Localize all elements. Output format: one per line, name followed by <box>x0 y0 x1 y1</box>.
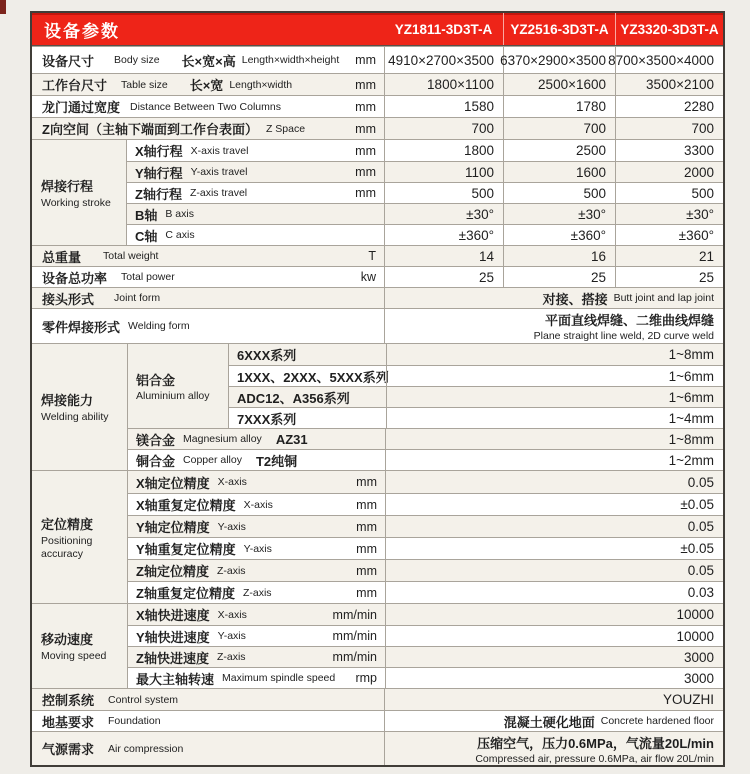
c-axis-value-3: ±360° <box>615 225 723 245</box>
total-power-value-1: 25 <box>384 267 503 287</box>
z-space-value-3: 700 <box>615 118 723 139</box>
y-travel-value-2: 1600 <box>503 162 615 182</box>
table-size-label-en: Table size <box>121 78 168 91</box>
magnesium-label-zh: 镁合金 <box>136 432 176 448</box>
body-size-value-2: 6370×2900×3500 <box>503 47 615 73</box>
table-header <box>32 13 723 46</box>
welding-form-value-en: Plane straight line weld, 2D curve weld <box>533 330 714 342</box>
aluminium-label-zh: 铝合金 <box>136 372 176 388</box>
max-spindle-unit: rmp <box>355 671 377 685</box>
moving-speed-label-en: Moving speed <box>41 650 107 663</box>
y-repeat-label-en: Y-axis <box>243 542 272 555</box>
y-travel-label-en: Y-axis travel <box>190 166 248 178</box>
row-z-positioning <box>128 559 723 581</box>
body-size-label-cell <box>32 47 384 73</box>
c-axis-label-cell <box>127 225 384 245</box>
row-body-size <box>32 46 723 73</box>
y-rapid-value: 10000 <box>385 626 723 646</box>
x-rapid-label-cell <box>128 604 385 625</box>
z-space-label-cell <box>32 118 384 139</box>
joint-form-value-zh: 对接、搭接 <box>542 291 608 307</box>
control-system-label-cell <box>32 689 384 710</box>
table-size-unit: mm <box>355 77 376 92</box>
moving-speed-rows <box>127 604 723 688</box>
section-working-stroke <box>32 139 723 245</box>
joint-form-value-cell <box>384 288 723 308</box>
positioning-label-en: Positioning accuracy <box>41 535 93 560</box>
z-rapid-label-zh: Z轴快进速度 <box>136 650 209 666</box>
section-moving-speed <box>32 603 723 688</box>
z-positioning-value: 0.05 <box>385 560 723 581</box>
x-repeat-unit: mm <box>356 497 377 512</box>
max-spindle-value: 3000 <box>385 668 723 688</box>
x-rapid-label-zh: X轴快进速度 <box>136 608 210 623</box>
y-repeat-label-zh: Y轴重复定位精度 <box>136 542 236 557</box>
corner-artifact <box>0 0 6 14</box>
series-adc12-label-cell <box>229 387 386 407</box>
control-system-value: YOUZHI <box>384 689 723 710</box>
foundation-value-en: Concrete hardened floor <box>600 715 714 727</box>
x-repeat-label-cell <box>128 494 385 515</box>
magnesium-label-cell <box>128 429 385 449</box>
series-6xxx-label: 6XXX系列 <box>237 348 297 363</box>
row-y-repeat-positioning <box>128 537 723 559</box>
joint-form-value-en: Butt joint and lap joint <box>613 292 714 304</box>
b-axis-value-2: ±30° <box>503 204 615 224</box>
x-repeat-label-zh: X轴重复定位精度 <box>136 498 236 513</box>
working-stroke-rows <box>126 140 723 245</box>
y-travel-label-zh: Y轴行程 <box>135 165 183 181</box>
x-travel-label-zh: X轴行程 <box>135 144 183 159</box>
welding-form-label-en: Welding form <box>128 320 190 332</box>
x-rapid-label-en: X-axis <box>217 608 247 621</box>
total-power-value-2: 25 <box>503 267 615 287</box>
z-travel-label-zh: Z轴行程 <box>135 186 182 202</box>
aluminium-label-en: Aluminium alloy <box>136 389 210 402</box>
welding-form-label-zh: 零件焊接形式 <box>42 319 121 335</box>
air-label-cell <box>32 732 384 765</box>
total-weight-label-zh: 总重量 <box>42 249 82 265</box>
gantry-width-value-3: 2280 <box>615 96 723 117</box>
body-size-unit: mm <box>355 53 376 67</box>
total-weight-unit: T <box>368 249 376 263</box>
series-7xxx-label-cell <box>229 408 386 428</box>
body-size-dim-en: Length×width×height <box>241 54 340 66</box>
y-positioning-unit: mm <box>356 519 377 534</box>
x-repeat-value: ±0.05 <box>385 494 723 515</box>
y-rapid-label-zh: Y轴快进速度 <box>136 629 210 645</box>
row-total-weight <box>32 245 723 266</box>
copper-label-zh: 铜合金 <box>136 453 176 469</box>
copper-label-en: Copper alloy <box>183 454 242 466</box>
welding-form-value-zh: 平面直线焊缝、二维曲线焊缝 <box>544 313 714 328</box>
row-gantry-width <box>32 95 723 117</box>
z-positioning-label-cell <box>128 560 385 581</box>
row-y-positioning <box>128 515 723 537</box>
row-foundation <box>32 710 723 731</box>
c-axis-label-zh: C轴 <box>135 228 158 244</box>
body-size-value-3: 8700×3500×4000 <box>615 47 723 73</box>
y-positioning-label-en: Y-axis <box>217 520 246 533</box>
body-size-value-1: 4910×2700×3500 <box>384 47 503 73</box>
table-size-value-1: 1800×1100 <box>384 74 503 95</box>
z-space-label-en: Z Space <box>265 122 306 135</box>
y-positioning-label-zh: Y轴定位精度 <box>136 520 210 535</box>
table-size-dim-en: Length×width <box>229 78 293 91</box>
foundation-label-cell <box>32 711 384 731</box>
series-7xxx-value: 1~4mm <box>386 408 723 428</box>
positioning-rows <box>127 471 723 603</box>
z-positioning-label-en: Z-axis <box>216 564 246 577</box>
control-system-label-zh: 控制系统 <box>42 693 95 708</box>
joint-form-label-cell <box>32 288 384 308</box>
aluminium-series-rows <box>228 344 723 428</box>
x-positioning-label-en: X-axis <box>217 476 247 488</box>
z-travel-value-2: 500 <box>503 183 615 203</box>
b-axis-label-cell <box>127 204 384 224</box>
y-repeat-value: ±0.05 <box>385 538 723 559</box>
gantry-width-unit: mm <box>355 99 376 114</box>
y-travel-unit: mm <box>355 165 376 179</box>
working-stroke-label-zh: 焊接行程 <box>41 178 94 194</box>
section-welding-ability <box>32 343 723 470</box>
total-weight-value-3: 21 <box>615 246 723 266</box>
aluminium-alloy-cell <box>128 344 228 428</box>
row-z-repeat-positioning <box>128 581 723 603</box>
air-value-cell <box>384 732 723 765</box>
copper-value: 1~2mm <box>385 450 723 470</box>
row-y-rapid-speed <box>128 625 723 646</box>
b-axis-value-3: ±30° <box>615 204 723 224</box>
z-travel-label-cell <box>127 183 384 203</box>
y-travel-value-3: 2000 <box>615 162 723 182</box>
total-power-unit: kw <box>360 270 376 284</box>
foundation-label-en: Foundation <box>108 715 161 727</box>
y-positioning-label-cell <box>128 516 385 537</box>
z-rapid-value: 3000 <box>385 647 723 667</box>
x-positioning-label-cell <box>128 471 385 493</box>
gantry-width-value-1: 1580 <box>384 96 503 117</box>
z-travel-label-en: Z-axis travel <box>189 187 248 199</box>
positioning-label-zh: 定位精度 <box>41 517 94 533</box>
series-6xxx-label-cell <box>229 344 386 365</box>
joint-form-label-en: Joint form <box>114 292 161 304</box>
row-y-travel <box>127 161 723 182</box>
x-rapid-unit: mm/min <box>332 607 377 622</box>
total-power-label-en: Total power <box>121 271 175 283</box>
table-size-dim-zh: 长×宽 <box>189 78 224 93</box>
z-travel-unit: mm <box>355 186 376 200</box>
row-air-compression <box>32 731 723 765</box>
row-x-positioning <box>128 471 723 493</box>
total-power-label-zh: 设备总功率 <box>42 270 108 286</box>
body-size-label-en: Body size <box>114 54 160 66</box>
total-weight-label-en: Total weight <box>103 250 159 262</box>
total-weight-label-cell <box>32 246 384 266</box>
joint-form-label-zh: 接头形式 <box>42 291 95 307</box>
y-rapid-unit: mm/min <box>332 629 377 643</box>
air-label-zh: 气源需求 <box>42 742 95 757</box>
z-space-unit: mm <box>355 121 376 136</box>
gantry-width-label-zh: 龙门通过宽度 <box>42 100 121 115</box>
c-axis-value-2: ±360° <box>503 225 615 245</box>
magnesium-value: 1~8mm <box>385 429 723 449</box>
copper-grade: T2纯铜 <box>255 453 298 469</box>
z-repeat-label-en: Z-axis <box>242 586 272 599</box>
b-axis-label-en: B axis <box>165 208 194 220</box>
x-positioning-value: 0.05 <box>385 471 723 493</box>
y-positioning-value: 0.05 <box>385 516 723 537</box>
air-value-en: Compressed air, pressure 0.6MPa, air flow 20L/min <box>475 752 714 765</box>
moving-speed-label-zh: 移动速度 <box>41 632 94 648</box>
positioning-group-cell <box>32 471 127 603</box>
row-copper <box>128 449 723 470</box>
working-stroke-label-en: Working stroke <box>41 196 111 209</box>
foundation-value-zh: 混凝土硬化地面 <box>503 714 595 730</box>
table-size-value-3: 3500×2100 <box>615 74 723 95</box>
z-travel-value-1: 500 <box>384 183 503 203</box>
air-label-en: Air compression <box>108 742 184 755</box>
model-header-yz3320: YZ3320-3D3T-A <box>615 13 723 45</box>
c-axis-label-en: C axis <box>165 229 195 241</box>
row-z-space <box>32 117 723 139</box>
series-1xxx-value: 1~6mm <box>386 366 723 386</box>
body-size-label-zh: 设备尺寸 <box>42 53 95 69</box>
model-header-yz1811: YZ1811-3D3T-A <box>394 21 493 37</box>
row-magnesium <box>128 428 723 449</box>
row-welding-form <box>32 308 723 343</box>
table-size-label-cell <box>32 74 384 95</box>
series-adc12-label: ADC12、A356系列 <box>237 390 350 406</box>
row-z-travel <box>127 182 723 203</box>
z-rapid-label-cell <box>128 647 385 667</box>
x-rapid-value: 10000 <box>385 604 723 625</box>
table-size-value-2: 2500×1600 <box>503 74 615 95</box>
welding-ability-label-en: Welding ability <box>41 411 109 424</box>
max-spindle-label-zh: 最大主轴转速 <box>136 671 215 687</box>
z-travel-value-3: 500 <box>615 183 723 203</box>
welding-form-label-cell <box>32 309 384 343</box>
welding-form-value-cell <box>384 309 723 343</box>
total-power-label-cell <box>32 267 384 287</box>
series-6xxx-value: 1~8mm <box>386 344 723 365</box>
moving-speed-group-cell <box>32 604 127 688</box>
row-series-6xxx <box>229 344 723 365</box>
x-positioning-label-zh: X轴定位精度 <box>136 475 210 491</box>
b-axis-value-1: ±30° <box>384 204 503 224</box>
welding-ability-rows <box>127 344 723 470</box>
spec-table <box>30 11 725 767</box>
row-x-rapid-speed <box>128 604 723 625</box>
max-spindle-label-en: Maximum spindle speed <box>222 672 336 684</box>
z-positioning-unit: mm <box>356 563 377 578</box>
total-weight-value-1: 14 <box>384 246 503 266</box>
y-repeat-unit: mm <box>356 541 377 556</box>
row-control-system <box>32 688 723 710</box>
welding-ability-label-zh: 焊接能力 <box>41 393 94 409</box>
row-series-adc12 <box>229 386 723 407</box>
y-travel-label-cell <box>127 162 384 182</box>
x-travel-value-3: 3300 <box>615 140 723 161</box>
row-table-size <box>32 73 723 95</box>
z-rapid-label-en: Z-axis <box>216 651 246 663</box>
row-total-power <box>32 266 723 287</box>
control-system-label-en: Control system <box>108 693 179 706</box>
row-c-axis <box>127 224 723 245</box>
copper-label-cell <box>128 450 385 470</box>
max-spindle-label-cell <box>128 668 385 688</box>
series-1xxx-label-cell <box>229 366 389 386</box>
z-repeat-label-zh: Z轴重复定位精度 <box>136 586 235 601</box>
x-travel-label-cell <box>127 140 384 161</box>
aluminium-alloy-block <box>128 344 723 428</box>
air-value-zh: 压缩空气，压力0.6MPa，气流量20L/min <box>477 735 714 751</box>
x-travel-value-1: 1800 <box>384 140 503 161</box>
section-positioning-accuracy <box>32 470 723 603</box>
z-repeat-label-cell <box>128 582 385 603</box>
z-repeat-value: 0.03 <box>385 582 723 603</box>
gantry-width-label-cell <box>32 96 384 117</box>
body-size-dim-zh: 长×宽×高 <box>181 53 236 69</box>
total-weight-value-2: 16 <box>503 246 615 266</box>
y-rapid-label-cell <box>128 626 385 646</box>
foundation-value-cell <box>384 711 723 731</box>
x-travel-label-en: X-axis travel <box>190 144 249 157</box>
x-travel-unit: mm <box>355 143 376 158</box>
table-size-label-zh: 工作台尺寸 <box>42 78 108 93</box>
x-positioning-unit: mm <box>356 475 377 489</box>
gantry-width-label-en: Distance Between Two Columns <box>130 100 281 113</box>
row-series-7xxx <box>229 407 723 428</box>
z-repeat-unit: mm <box>356 585 377 600</box>
row-series-1xxx <box>229 365 723 386</box>
y-travel-value-1: 1100 <box>384 162 503 182</box>
z-positioning-label-zh: Z轴定位精度 <box>136 564 209 579</box>
row-x-travel <box>127 140 723 161</box>
z-space-label-zh: Z向空间（主轴下端面到工作台表面） <box>42 122 258 137</box>
foundation-label-zh: 地基要求 <box>42 714 95 730</box>
row-max-spindle-speed <box>128 667 723 688</box>
table-title: 设备参数 <box>44 21 120 41</box>
series-adc12-value: 1~6mm <box>386 387 723 407</box>
row-joint-form <box>32 287 723 308</box>
model-header-yz2516: YZ2516-3D3T-A <box>503 13 615 45</box>
total-power-value-3: 25 <box>615 267 723 287</box>
gantry-width-value-2: 1780 <box>503 96 615 117</box>
welding-ability-group-cell <box>32 344 127 470</box>
row-b-axis <box>127 203 723 224</box>
working-stroke-group-cell <box>32 140 126 245</box>
series-1xxx-label: 1XXX、2XXX、5XXX系列 <box>237 369 389 385</box>
b-axis-label-zh: B轴 <box>135 207 158 223</box>
row-x-repeat-positioning <box>128 493 723 515</box>
x-travel-value-2: 2500 <box>503 140 615 161</box>
row-z-rapid-speed <box>128 646 723 667</box>
x-repeat-label-en: X-axis <box>243 498 273 511</box>
y-rapid-label-en: Y-axis <box>217 630 246 642</box>
y-repeat-label-cell <box>128 538 385 559</box>
z-rapid-unit: mm/min <box>332 650 377 664</box>
magnesium-grade: AZ31 <box>275 431 308 447</box>
c-axis-value-1: ±360° <box>384 225 503 245</box>
series-7xxx-label: 7XXX系列 <box>237 411 297 427</box>
z-space-value-2: 700 <box>503 118 615 139</box>
magnesium-label-en: Magnesium alloy <box>183 433 262 445</box>
z-space-value-1: 700 <box>384 118 503 139</box>
